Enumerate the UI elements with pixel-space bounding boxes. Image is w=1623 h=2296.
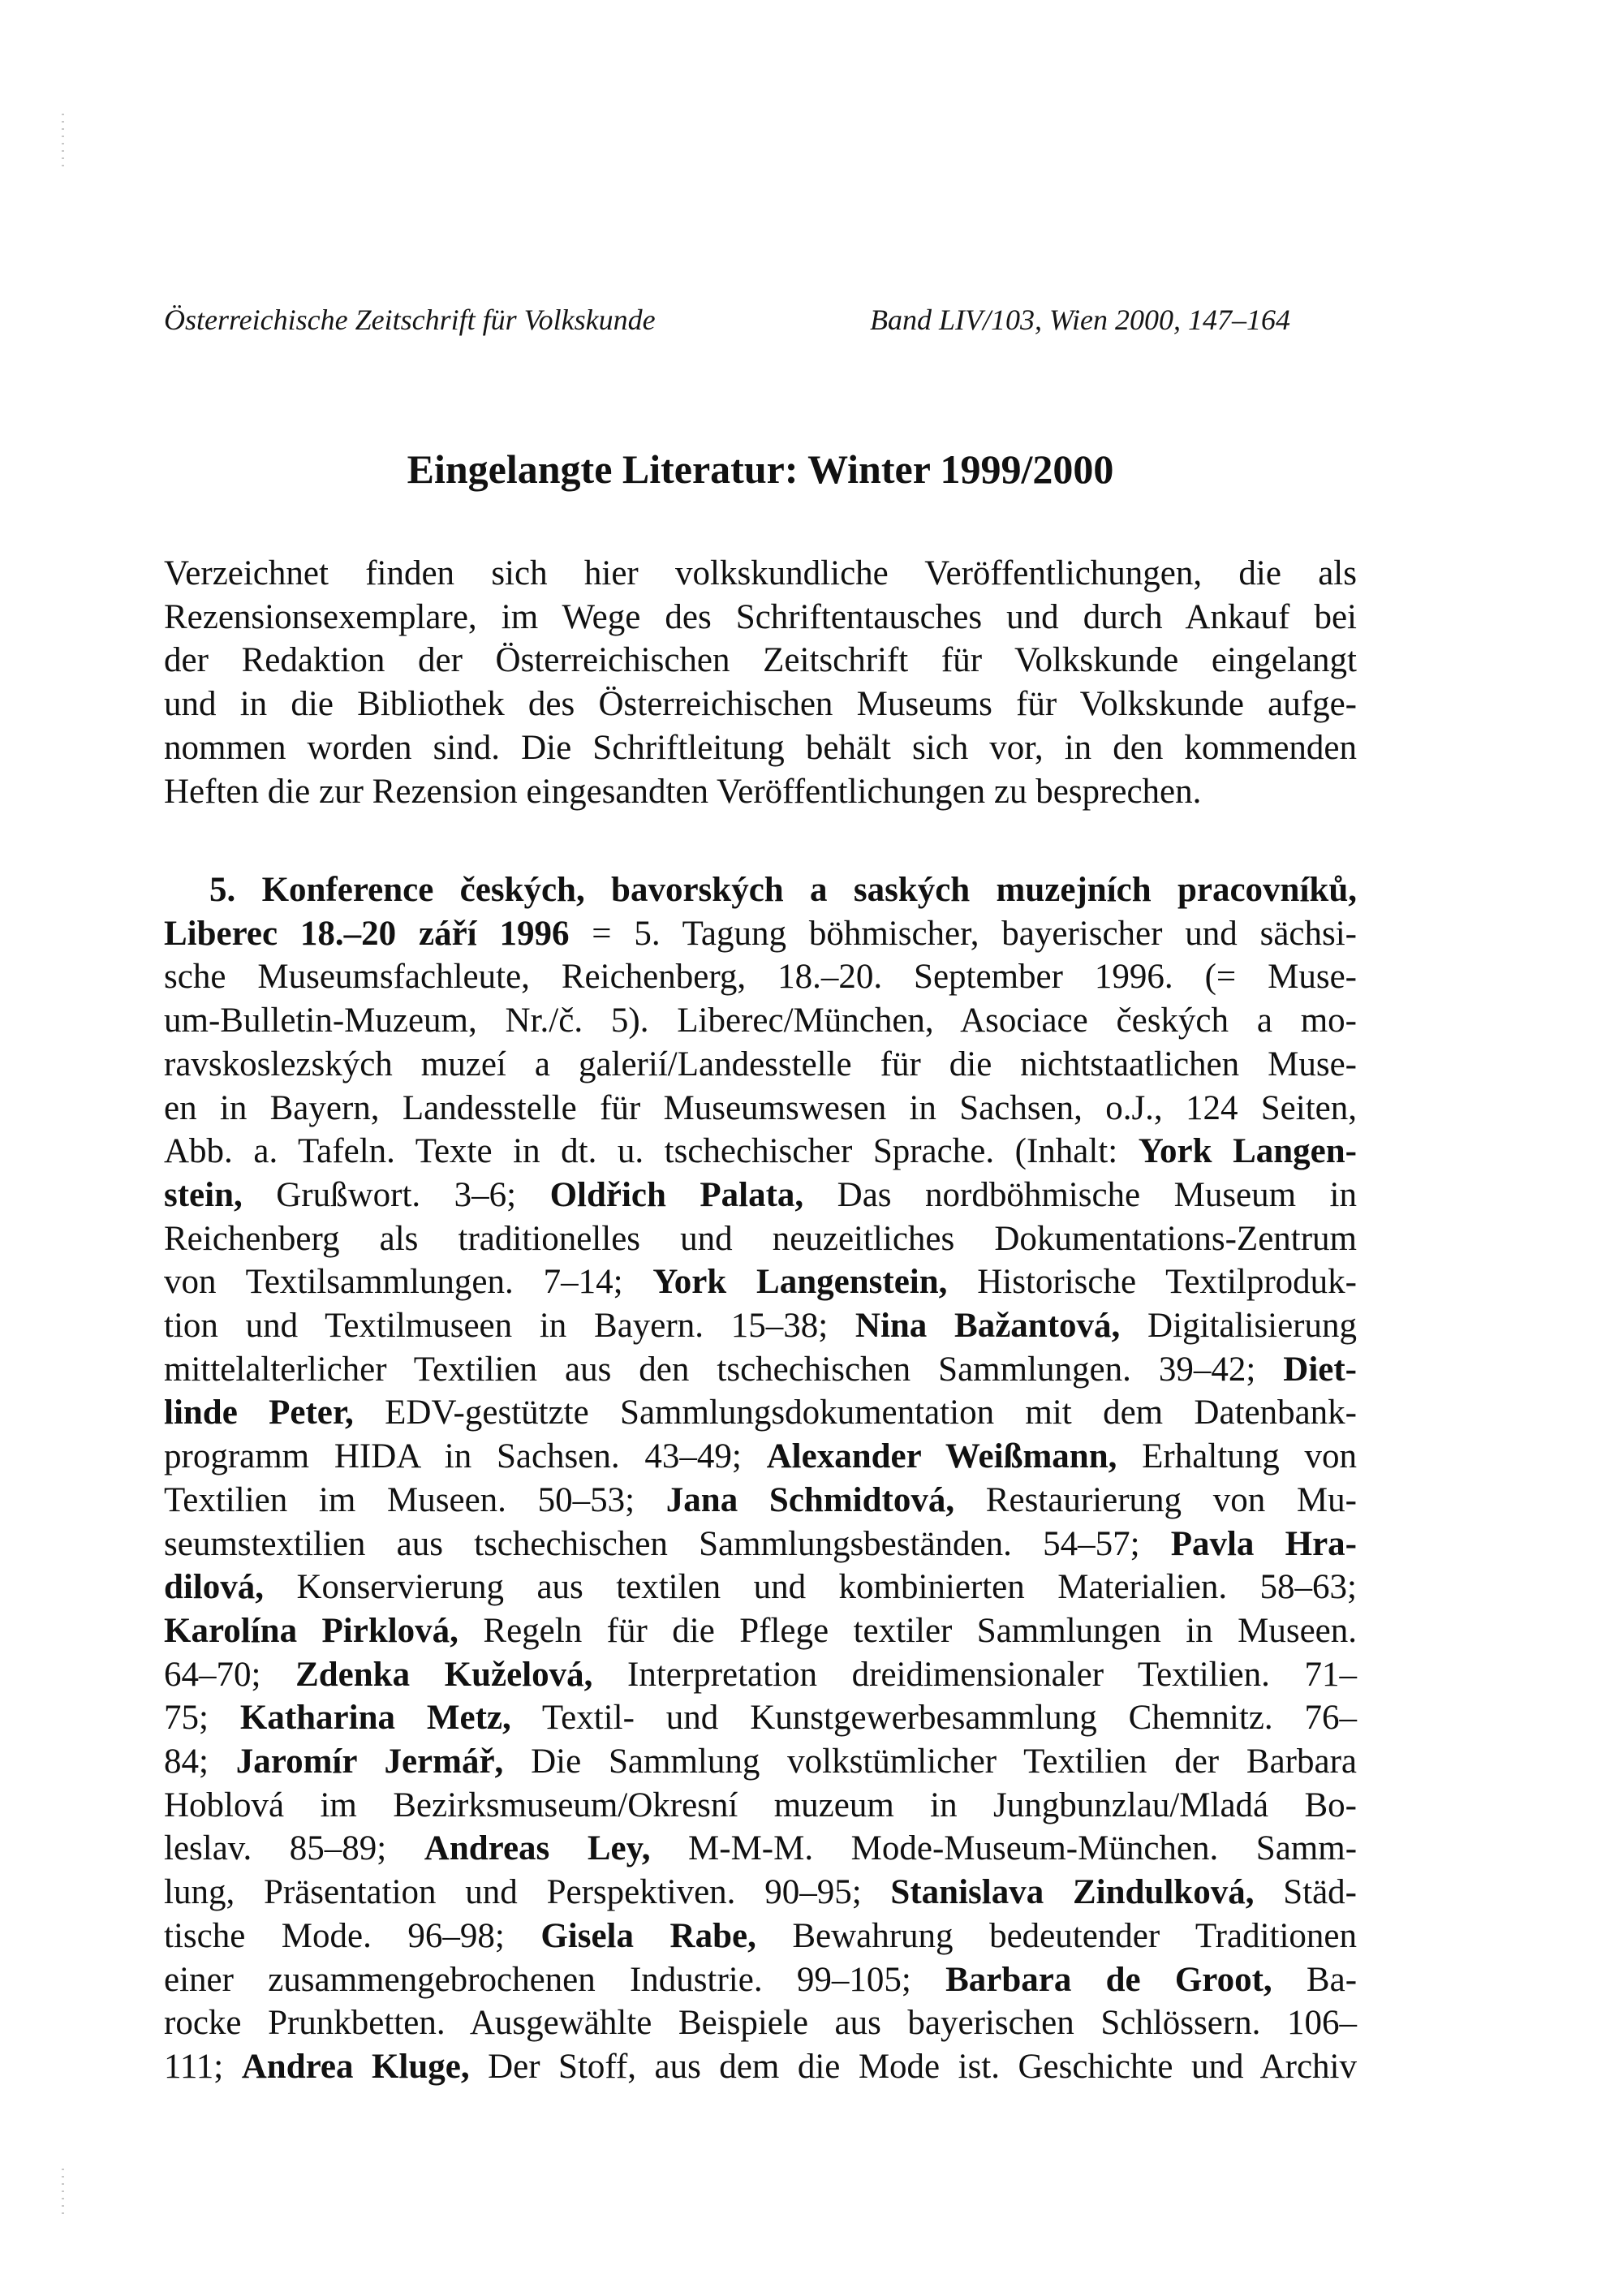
- entry-line: [164, 1087, 1357, 1131]
- entry-line: [164, 1217, 1357, 1261]
- body-text: Ba-: [1272, 1960, 1358, 1999]
- entry-line: [164, 1784, 1357, 1828]
- author-or-heading-text: Nina Bažantová,: [855, 1307, 1121, 1346]
- body-text: Konservierung aus textilen und kombinierten Materialien. 58–63;: [264, 1568, 1357, 1607]
- body-text: 75;: [164, 1699, 240, 1738]
- intro-line: nommen worden sind. Die Schriftleitung behält sich vor, in den kommenden: [164, 728, 1357, 767]
- author-or-heading-text: dilová,: [164, 1568, 265, 1607]
- entry-line: [164, 1566, 1357, 1609]
- body-text: programm HIDA in Sachsen. 43–49;: [164, 1437, 767, 1476]
- entry-line: [164, 1391, 1357, 1435]
- intro-line: Verzeichnet finden sich hier volkskundliche Veröffentlichungen, die als: [164, 554, 1357, 592]
- body-text: Interpretation dreidimensionaler Textilien. 71–: [592, 1655, 1357, 1694]
- journal-name: Österreichische Zeitschrift für Volkskunde: [164, 304, 656, 336]
- entry-line: [164, 1435, 1357, 1479]
- body-text: 84;: [164, 1742, 236, 1781]
- entry-line: [164, 1653, 1357, 1697]
- scan-margin-marks-top: [62, 114, 64, 172]
- author-or-heading-text: Andrea Kluge,: [241, 2047, 470, 2086]
- entry-line: [164, 1696, 1357, 1740]
- body-text: Die Sammlung volkstümlicher Textilien der Barbara: [503, 1742, 1357, 1781]
- author-or-heading-text: Katharina Metz,: [239, 1699, 511, 1738]
- author-or-heading-text: Andreas Ley,: [424, 1829, 651, 1868]
- entry-line: [164, 999, 1357, 1043]
- author-or-heading-text: Stanislava Zindulková,: [890, 1873, 1255, 1912]
- author-or-heading-text: linde Peter,: [164, 1394, 354, 1432]
- intro-line: Rezensionsexemplare, im Wege des Schriftentausches und durch Ankauf bei: [164, 597, 1357, 636]
- body-text: Grußwort. 3–6;: [242, 1175, 550, 1214]
- body-text: Hoblová im Bezirksmuseum/Okresní muzeum in Jungbunzlau/Mladá Bo-: [164, 1786, 1357, 1824]
- body-text: Reichenberg als traditionelles und neuzeitliches Dokumentations-Zentrum: [164, 1219, 1357, 1258]
- body-text: von Textilsammlungen. 7–14;: [164, 1263, 653, 1302]
- body-text: einer zusammengebrochenen Industrie. 99–105;: [164, 1960, 946, 1999]
- entry-line: [164, 1348, 1357, 1392]
- body-text: EDV-gestützte Sammlungsdokumentation mit dem Datenbank-: [353, 1394, 1358, 1432]
- body-text: leslav. 85–89;: [164, 1829, 424, 1868]
- author-or-heading-text: York Langen-: [1138, 1132, 1358, 1171]
- author-or-heading-text: Karolína Pirklová,: [164, 1611, 458, 1650]
- body-text: Das nordböhmische Museum in: [803, 1175, 1358, 1214]
- body-text: Historische Textilproduk-: [947, 1263, 1357, 1302]
- entry-line: [164, 912, 1357, 956]
- author-or-heading-text: Liberec 18.–20 září 1996: [164, 914, 570, 953]
- entry-line: [164, 868, 1357, 912]
- author-or-heading-text: Pavla Hra-: [1170, 1524, 1357, 1563]
- body-text: mittelalterlicher Textilien aus den tschechischen Sammlungen. 39–42;: [164, 1350, 1284, 1389]
- author-or-heading-text: 5. Konference českých, bavorských a saských muzejních pracovníků,: [209, 871, 1357, 909]
- author-or-heading-text: Jaromír Jermář,: [235, 1742, 504, 1781]
- entry-line: [164, 1260, 1357, 1304]
- entry-line: [164, 1130, 1357, 1174]
- author-or-heading-text: Diet-: [1283, 1350, 1357, 1389]
- body-text: Erhaltung von: [1117, 1437, 1357, 1476]
- author-or-heading-text: Zdenka Kuželová,: [295, 1655, 593, 1694]
- body-text: Textil- und Kunstgewerbesammlung Chemnitz. 76–: [510, 1699, 1358, 1738]
- entry-line: [164, 1871, 1357, 1915]
- body-text: 64–70;: [164, 1655, 296, 1694]
- body-text: rocke Prunkbetten. Ausgewählte Beispiele aus bayerischen Schlössern. 106–: [164, 2004, 1357, 2043]
- body-text: Digitalisierung: [1120, 1307, 1357, 1346]
- author-or-heading-text: Jana Schmidtová,: [665, 1480, 955, 1519]
- body-text: M-M-M. Mode-Museum-München. Samm-: [650, 1829, 1358, 1868]
- entry-line: [164, 1740, 1357, 1784]
- author-or-heading-text: Oldřich Palata,: [549, 1175, 804, 1214]
- entry-line: [164, 1827, 1357, 1871]
- body-text: 111;: [164, 2047, 242, 2086]
- entry-line: [164, 1609, 1357, 1653]
- intro-line: Heften die zur Rezension eingesandten Veröffentlichungen zu besprechen.: [164, 772, 1202, 811]
- intro-line: und in die Bibliothek des Österreichischen Museums für Volkskunde aufge-: [164, 685, 1357, 724]
- bibliography-entry: [164, 868, 1357, 2089]
- author-or-heading-text: stein,: [164, 1175, 243, 1214]
- entry-line: [164, 2001, 1357, 2045]
- intro-line: der Redaktion der Österreichischen Zeitschrift für Volkskunde eingelangt: [164, 641, 1357, 680]
- body-text: ravskoslezských muzeí a galerií/Landesstelle für die nichtstaatlichen Muse-: [164, 1045, 1357, 1083]
- author-or-heading-text: York Langenstein,: [652, 1263, 948, 1302]
- scan-margin-marks-bottom: [62, 2169, 64, 2220]
- entry-line: [164, 1915, 1357, 1958]
- entry-line: [164, 1304, 1357, 1348]
- body-text: tion und Textilmuseen in Bayern. 15–38;: [164, 1307, 855, 1346]
- body-text: Abb. a. Tafeln. Texte in dt. u. tschechischer Sprache. (Inhalt:: [164, 1132, 1139, 1171]
- body-text: lung, Präsentation und Perspektiven. 90–95;: [164, 1873, 891, 1912]
- body-text: tische Mode. 96–98;: [164, 1916, 541, 1955]
- body-text: um-Bulletin-Muzeum, Nr./č. 5). Liberec/München, Asociace českých a mo-: [164, 1002, 1357, 1040]
- entry-line: [164, 2045, 1357, 2089]
- body-text: Bewahrung bedeutender Traditionen: [756, 1916, 1357, 1955]
- author-or-heading-text: Alexander Weißmann,: [766, 1437, 1117, 1476]
- body-text: en in Bayern, Landesstelle für Museumswesen in Sachsen, o.J., 124 Seiten,: [164, 1088, 1357, 1127]
- entry-line: [164, 1479, 1357, 1523]
- entry-line: [164, 1174, 1357, 1217]
- body-text: = 5. Tagung böhmischer, bayerischer und sächsi-: [569, 914, 1357, 953]
- body-text: Restaurierung von Mu-: [954, 1480, 1357, 1519]
- body-text: seumstextilien aus tschechischen Sammlungsbeständen. 54–57;: [164, 1524, 1171, 1563]
- body-text: Der Stoff, aus dem die Mode ist. Geschichte und Archiv: [469, 2047, 1357, 2086]
- entry-line: [164, 1958, 1357, 2002]
- page-title: Eingelangte Literatur: Winter 1999/2000: [407, 446, 1114, 492]
- body-text: sche Museumsfachleute, Reichenberg, 18.–20. September 1996. (= Muse-: [164, 958, 1357, 997]
- volume-info: Band LIV/103, Wien 2000, 147–164: [870, 304, 1290, 336]
- intro-paragraph: [164, 552, 1357, 813]
- body-text: Regeln für die Pflege textiler Sammlungen in Museen.: [458, 1611, 1357, 1650]
- body-text: Textilien im Museen. 50–53;: [164, 1480, 666, 1519]
- author-or-heading-text: Barbara de Groot,: [945, 1960, 1272, 1999]
- entry-line: [164, 1523, 1357, 1566]
- author-or-heading-text: Gisela Rabe,: [540, 1916, 756, 1955]
- entry-line: [164, 955, 1357, 999]
- body-text: Städ-: [1254, 1873, 1357, 1912]
- entry-line: [164, 1043, 1357, 1087]
